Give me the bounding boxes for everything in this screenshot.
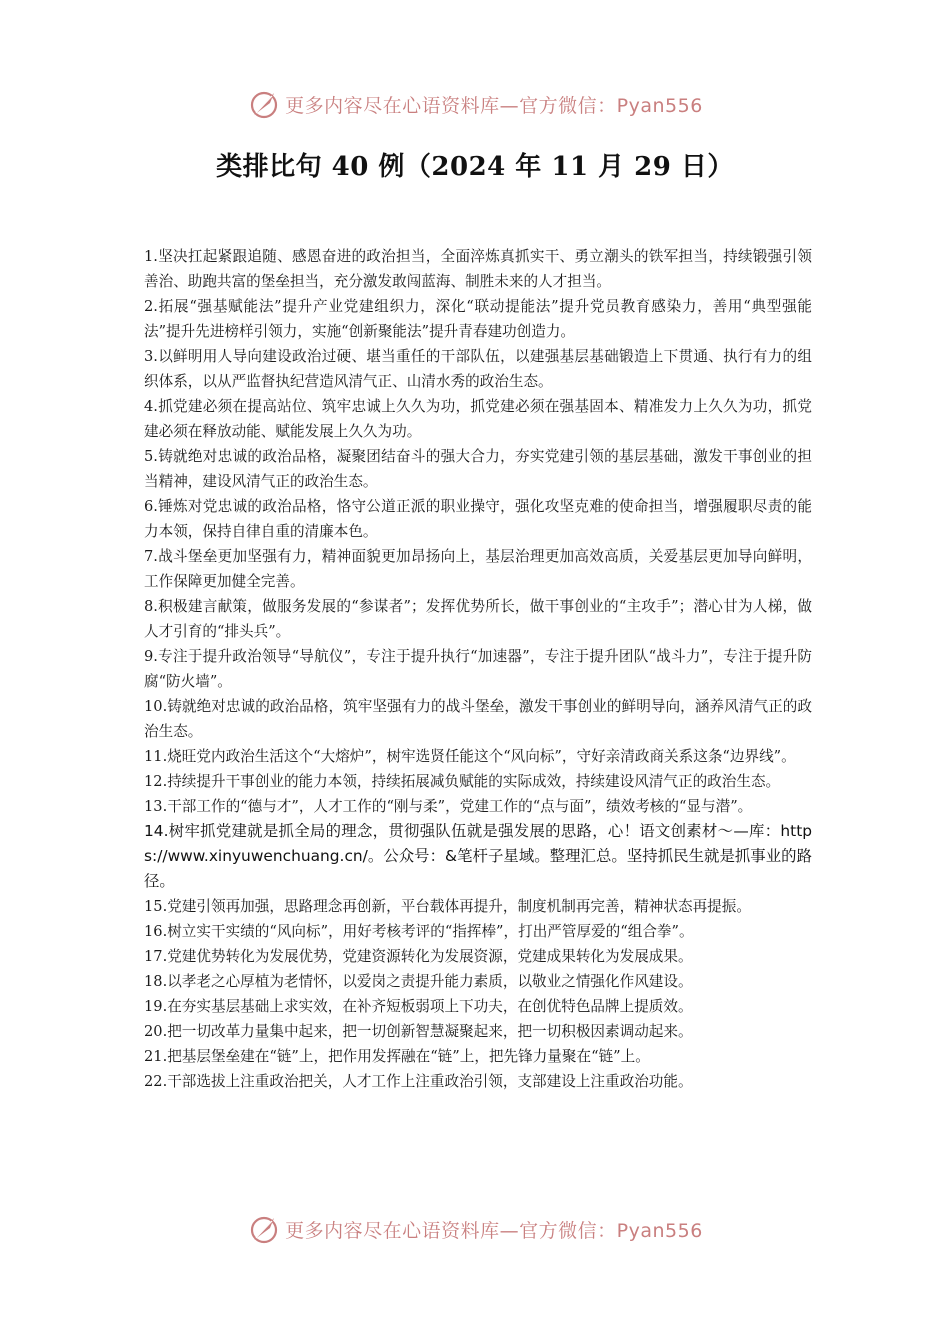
list-item: 18.以孝老之心厚植为老情怀，以爱岗之责提升能力素质，以敬业之情强化作风建设。 [144, 973, 693, 990]
header-banner [0, 84, 950, 124]
quill-logo-icon [247, 87, 281, 121]
list-item: 10.铸就绝对忠诚的政治品格，筑牢坚强有力的战斗堡垒，激发干事创业的鲜明导向，涵养风清气正的政治生态。 [144, 698, 812, 740]
footer-banner-text: 更多内容尽在心语资料库—官方微信：Pyan556 [285, 1219, 703, 1242]
list-item: 12.持续提升干事创业的能力本领，持续拓展减负赋能的实际成效，持续建设风清气正的政治生态。 [144, 773, 781, 790]
list-item: 11.烧旺党内政治生活这个“大熔炉”，树牢选贤任能这个“风向标”，守好亲清政商关系这条“边界线”。 [144, 748, 796, 765]
list-item: 13.干部工作的“德与才”，人才工作的“刚与柔”，党建工作的“点与面”，绩效考核的“显与潜”。 [144, 798, 753, 815]
quill-logo-icon [247, 1212, 281, 1246]
header-banner-text: 更多内容尽在心语资料库—官方微信：Pyan556 [285, 94, 703, 117]
list-item: 3.以鲜明用人导向建设政治过硬、堪当重任的干部队伍，以建强基层基础锻造上下贯通、执行有力的组织体系，以从严监督执纪营造风清气正、山清水秀的政治生态。 [144, 348, 812, 390]
list-item: 2.拓展“强基赋能法”提升产业党建组织力，深化“联动提能法”提升党员教育感染力，善用“典型强能法”提升先进榜样引领力，实施“创新聚能法”提升青春建功创造力。 [144, 298, 812, 340]
list-item: 7.战斗堡垒更加坚强有力，精神面貌更加昂扬向上，基层治理更加高效高质，关爱基层更加导向鲜明，工作保障更加健全完善。 [144, 548, 812, 590]
list-item: 22.干部选拔上注重政治把关，人才工作上注重政治引领，支部建设上注重政治功能。 [144, 1073, 693, 1090]
list-item: 17.党建优势转化为发展优势，党建资源转化为发展资源，党建成果转化为发展成果。 [144, 948, 693, 965]
list-item: 16.树立实干实绩的“风向标”，用好考核考评的“指挥棒”，打出严管厚爱的“组合拳”。 [144, 923, 694, 940]
list-item: 9.专注于提升政治领导“导航仪”，专注于提升执行“加速器”，专注于提升团队“战斗力”，专注于提升防腐“防火墙”。 [144, 648, 812, 690]
list-item: 1.坚决扛起紧跟追随、感恩奋进的政治担当，全面淬炼真抓实干、勇立潮头的铁军担当，持续锻强引领善治、助跑共富的堡垒担当，充分激发敢闯蓝海、制胜未来的人才担当。 [144, 248, 812, 290]
list-item: 6.锤炼对党忠诚的政治品格，恪守公道正派的职业操守，强化攻坚克难的使命担当，增强履职尽责的能力本领，保持自律自重的清廉本色。 [144, 498, 812, 540]
list-item: 4.抓党建必须在提高站位、筑牢忠诚上久久为功，抓党建必须在强基固本、精准发力上久久为功，抓党建必须在释放动能、赋能发展上久久为功。 [144, 398, 812, 440]
list-item: 8.积极建言献策，做服务发展的“参谋者”；发挥优势所长，做干事创业的“主攻手”；潜心甘为人梯，做人才引育的“排头兵”。 [144, 598, 812, 640]
list-item: 15.党建引领再加强，思路理念再创新，平台载体再提升，制度机制再完善，精神状态再提振。 [144, 898, 751, 915]
list-item: 19.在夯实基层基础上求实效，在补齐短板弱项上下功夫，在创优特色品牌上提质效。 [144, 998, 693, 1015]
list-item-promo: 14.树牢抓党建就是抓全局的理念，贯彻强队伍就是强发展的思路，心！语文创素材～—库：https://www.xinyuwenchuang.cn/。公众号：&笔杆子星域。整理汇总。坚持抓民生就是抓事业的路径。 [144, 822, 812, 890]
list-item: 5.铸就绝对忠诚的政治品格，凝聚团结奋斗的强大合力，夯实党建引领的基层基础，激发干事创业的担当精神，建设风清气正的政治生态。 [144, 448, 812, 490]
list-item: 20.把一切改革力量集中起来，把一切创新智慧凝聚起来，把一切积极因素调动起来。 [144, 1023, 693, 1040]
footer-banner [0, 1209, 950, 1249]
sentence-list [144, 244, 812, 1094]
page-title: 类排比句 40 例（2024 年 11 月 29 日） [216, 152, 734, 182]
list-item: 21.把基层堡垒建在“链”上，把作用发挥融在“链”上，把先锋力量聚在“链”上。 [144, 1048, 650, 1065]
